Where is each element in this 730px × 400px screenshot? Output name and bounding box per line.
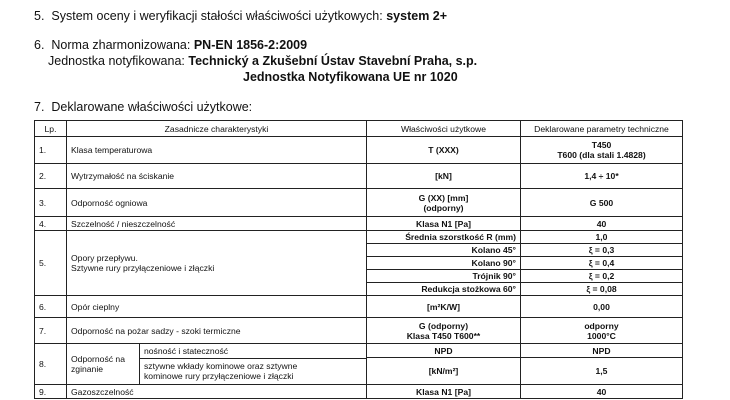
row-parameter: 1,0 <box>521 231 683 244</box>
row-property: Klasa N1 [Pa] <box>367 385 521 399</box>
row-property: [kN] <box>367 164 521 189</box>
row-characteristic-line2: Sztywne rury przyłączeniowe i złączki <box>71 263 215 273</box>
row-parameter: ξ = 0,2 <box>521 270 683 283</box>
header-lp: Lp. <box>35 121 67 137</box>
row-characteristic: Odporność ogniowa <box>67 189 367 217</box>
row-parameter-line2: 1000°C <box>587 330 616 341</box>
section5-number: 5. <box>34 9 45 23</box>
section6-number: 6. <box>34 38 45 52</box>
bending-label-line2: zginanie <box>71 364 104 374</box>
bending-sub1: nośność i stateczność <box>140 344 367 358</box>
norm-label: Norma zharmonizowana: <box>51 38 191 52</box>
row-characteristic: Wytrzymałość na ściskanie <box>67 164 367 189</box>
bending-sub2 <box>140 358 367 384</box>
row-lp: 2. <box>35 164 67 189</box>
table-row <box>35 189 683 217</box>
row-property: Kolano 45° <box>367 244 521 257</box>
row-parameter: 40 <box>521 385 683 399</box>
bending-subtable <box>67 344 366 384</box>
section5-value: system 2+ <box>386 9 448 23</box>
header-characteristics: Zasadnicze charakterystyki <box>67 121 367 137</box>
notified-body-label: Jednostka notyfikowana: <box>48 54 185 68</box>
table-row <box>35 296 683 318</box>
row-parameter <box>521 137 683 164</box>
row-property-line1: G (odporny) <box>418 320 469 331</box>
row-parameter <box>521 318 683 344</box>
row-property: Kolano 90° <box>367 257 521 270</box>
row-characteristic <box>67 344 367 385</box>
table-row <box>35 164 683 189</box>
row-property: Redukcja stożkowa 60° <box>367 283 521 296</box>
row-lp: 9. <box>35 385 67 399</box>
row-parameter: 1,4 ÷ 10* <box>521 164 683 189</box>
section5-label: System oceny i weryfikacji stałości właściwości użytkowych: <box>51 9 383 23</box>
row-parameter: NPD <box>521 344 683 358</box>
row-lp: 7. <box>35 318 67 344</box>
row-characteristic: Gazoszczelność <box>67 385 367 399</box>
row-property: Klasa N1 [Pa] <box>367 217 521 231</box>
section5-line <box>34 9 447 23</box>
row-characteristic: Klasa temperaturowa <box>67 137 367 164</box>
row-parameter: 0,00 <box>521 296 683 318</box>
declared-properties-table <box>34 120 683 399</box>
row-parameter: G 500 <box>521 189 683 217</box>
row-parameter-line1: T450 <box>591 140 612 150</box>
table-row <box>35 137 683 164</box>
bending-sub2-line1: sztywne wkłady kominowe oraz sztywne <box>144 361 298 372</box>
norm-value: PN-EN 1856-2:2009 <box>193 38 308 52</box>
table-header-row <box>35 121 683 137</box>
row-parameter: 1,5 <box>521 358 683 385</box>
row-parameter-line1: odporny <box>584 320 619 331</box>
row-property-line1: G (XX) [mm] <box>418 192 469 203</box>
row-property <box>367 318 521 344</box>
row-property: [m²K/W] <box>367 296 521 318</box>
row-parameter: ξ = 0,08 <box>521 283 683 296</box>
section7-number: 7. <box>34 100 45 114</box>
table-row <box>35 385 683 399</box>
row-property: Średnia szorstkość R (mm) <box>367 231 521 244</box>
notified-body-number: Jednostka Notyfikowana UE nr 1020 <box>243 70 458 84</box>
bending-label <box>67 344 140 384</box>
row-parameter-line2: T600 (dla stali 1.4828) <box>557 150 646 160</box>
row-property-line2: Klasa T450 T600** <box>406 330 481 341</box>
section7-line <box>34 100 252 114</box>
row-characteristic <box>67 231 367 296</box>
row-characteristic-line1: Opory przepływu. <box>71 253 138 263</box>
table-row <box>35 231 683 244</box>
bending-label-line1: Odporność na <box>71 354 125 364</box>
header-properties: Właściwości użytkowe <box>367 121 521 137</box>
row-lp: 3. <box>35 189 67 217</box>
row-characteristic: Szczelność / nieszczelność <box>67 217 367 231</box>
row-property: T (XXX) <box>367 137 521 164</box>
section6-norm-line <box>34 38 307 52</box>
bending-sub2-line2: kominowe rury przyłączeniowe i złączki <box>144 371 294 382</box>
row-lp: 6. <box>35 296 67 318</box>
row-lp: 5. <box>35 231 67 296</box>
row-parameter: 40 <box>521 217 683 231</box>
section6-body-line <box>48 54 477 68</box>
row-property-line2: (odporny) <box>423 202 464 213</box>
row-property: NPD <box>367 344 521 358</box>
row-parameter: ξ = 0,3 <box>521 244 683 257</box>
header-parameters: Deklarowane parametry techniczne <box>521 121 683 137</box>
section7-label: Deklarowane właściwości użytkowe: <box>51 100 253 114</box>
table-row <box>35 318 683 344</box>
row-property: [kN/m²] <box>367 358 521 385</box>
row-lp: 8. <box>35 344 67 385</box>
row-characteristic: Odporność na pożar sadzy - szoki termiczne <box>67 318 367 344</box>
row-lp: 4. <box>35 217 67 231</box>
row-characteristic: Opór cieplny <box>67 296 367 318</box>
table-row <box>35 217 683 231</box>
notified-body-value: Technický a Zkušební Ústav Stavební Praha, s.p. <box>188 54 478 68</box>
row-property <box>367 189 521 217</box>
table-row <box>35 344 683 358</box>
row-lp: 1. <box>35 137 67 164</box>
row-property: Trójnik 90° <box>367 270 521 283</box>
row-parameter: ξ = 0,4 <box>521 257 683 270</box>
